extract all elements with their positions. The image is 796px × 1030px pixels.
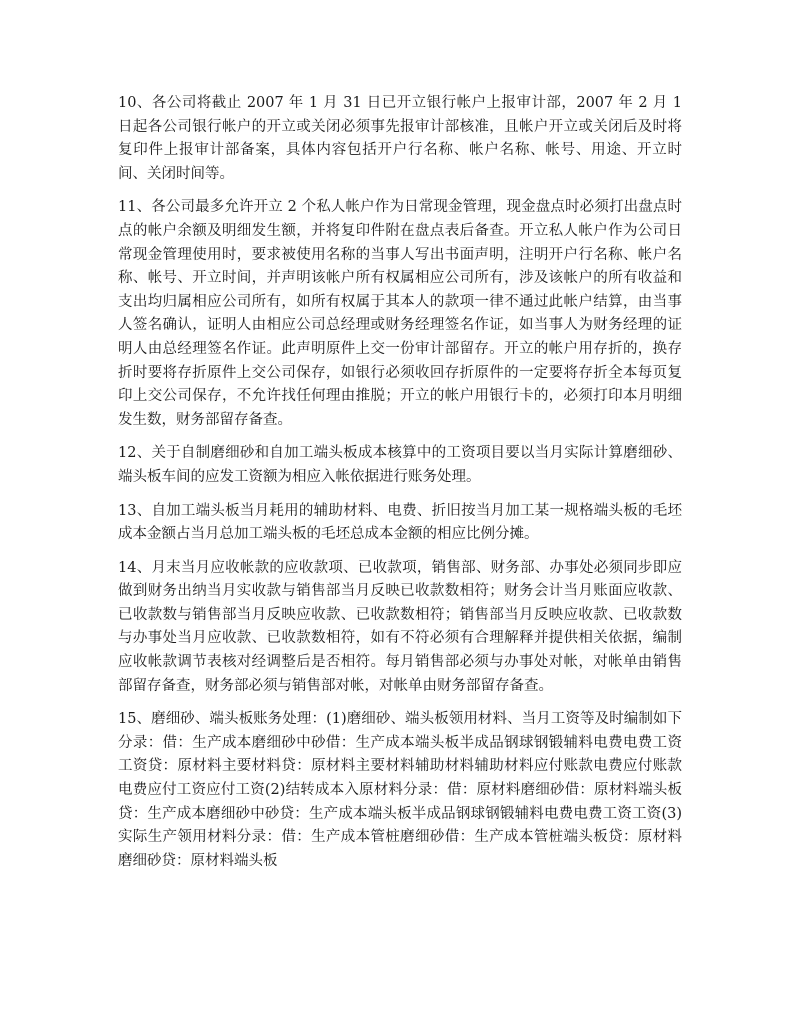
paragraph-15: 15、磨细砂、端头板账务处理：(1)磨细砂、端头板领用材料、当月工资等及时编制如下分录：借：生产成本磨细砂中砂借：生产成本端头板半成品钢球钢锻辅料电费电费工资工资贷：原材料主要材料贷：原材料主要材料辅助材料辅助材料应付账款电费应付账款电费应付工资应付工资(2)结转成本入原材料分录：借：原材料磨细砂借：原材料端头板贷：生产成本磨细砂中砂贷：生产成本端头板半成品钢球钢锻辅料电费电费工资工资(3)实际生产领用材料分录：借：生产成本管桩磨细砂借：生产成本管桩端头板贷：原材料磨细砂贷：原材料端头板 (118, 711, 682, 869)
paragraph-14: 14、月末当月应收帐款的应收款项、已收款项，销售部、财务部、办事处必须同步即应做到财务出纳当月实收款与销售部当月反映已收款数相符；财务会计当月账面应收款、已收款数与销售部当月反映应收款、已收款数相符；销售部当月反映应收款、已收款数与办事处当月应收款、已收款数相符，如有不符必须有合理解释并提供相关依据，编制应收帐款调节表核对经调整后是否相符。每月销售部必须与办事处对帐，对帐单由销售部留存备查，财务部必须与销售部对帐，对帐单由财务部留存备查。 (118, 559, 682, 694)
document-body (118, 92, 682, 883)
paragraph-11: 11、各公司最多允许开立 2 个私人帐户作为日常现金管理，现金盘点时必须打出盘点时点的帐户余额及明细发生额，并将复印件附在盘点表后备查。开立私人帐户作为公司日常现金管理使用时，要求被使用名称的当事人写出书面声明，注明开户行名称、帐户名称、帐号、开立时间，并声明该帐户所有权属相应公司所有，涉及该帐户的所有收益和支出均归属相应公司所有，如所有权属于其本人的款项一律不通过此帐户结算，由当事人签名确认，证明人由相应公司总经理或财务经理签名作证，如当事人为财务经理的证明人由总经理签名作证。此声明原件上交一份审计部留存。开立的帐户用存折的，换存折时要将存折原件上交公司保存，如银行必须收回存折原件的一定要将存折全本每页复印上交公司保存，不允许找任何理由推脱；开立的帐户用银行卡的，必须打印本月明细发生数，财务部留存备查。 (118, 199, 682, 428)
paragraph-13: 13、自加工端头板当月耗用的辅助材料、电费、折旧按当月加工某一规格端头板的毛坯成本金额占当月总加工端头板的毛坯总成本金额的相应比例分摊。 (118, 502, 682, 543)
paragraph-12: 12、关于自制磨细砂和自加工端头板成本核算中的工资项目要以当月实际计算磨细砂、端头板车间的应发工资额为相应入帐依据进行账务处理。 (118, 445, 682, 485)
paragraph-10: 10、各公司将截止 2007 年 1 月 31 日已开立银行帐户上报审计部，2007 年 2 月 1 日起各公司银行帐户的开立或关闭必须事先报审计部核准，且帐户开立或关闭后及时将复印件上报审计部备案，具体内容包括开户行名称、帐户名称、帐号、用途、开立时间、关闭时间等。 (118, 95, 682, 182)
